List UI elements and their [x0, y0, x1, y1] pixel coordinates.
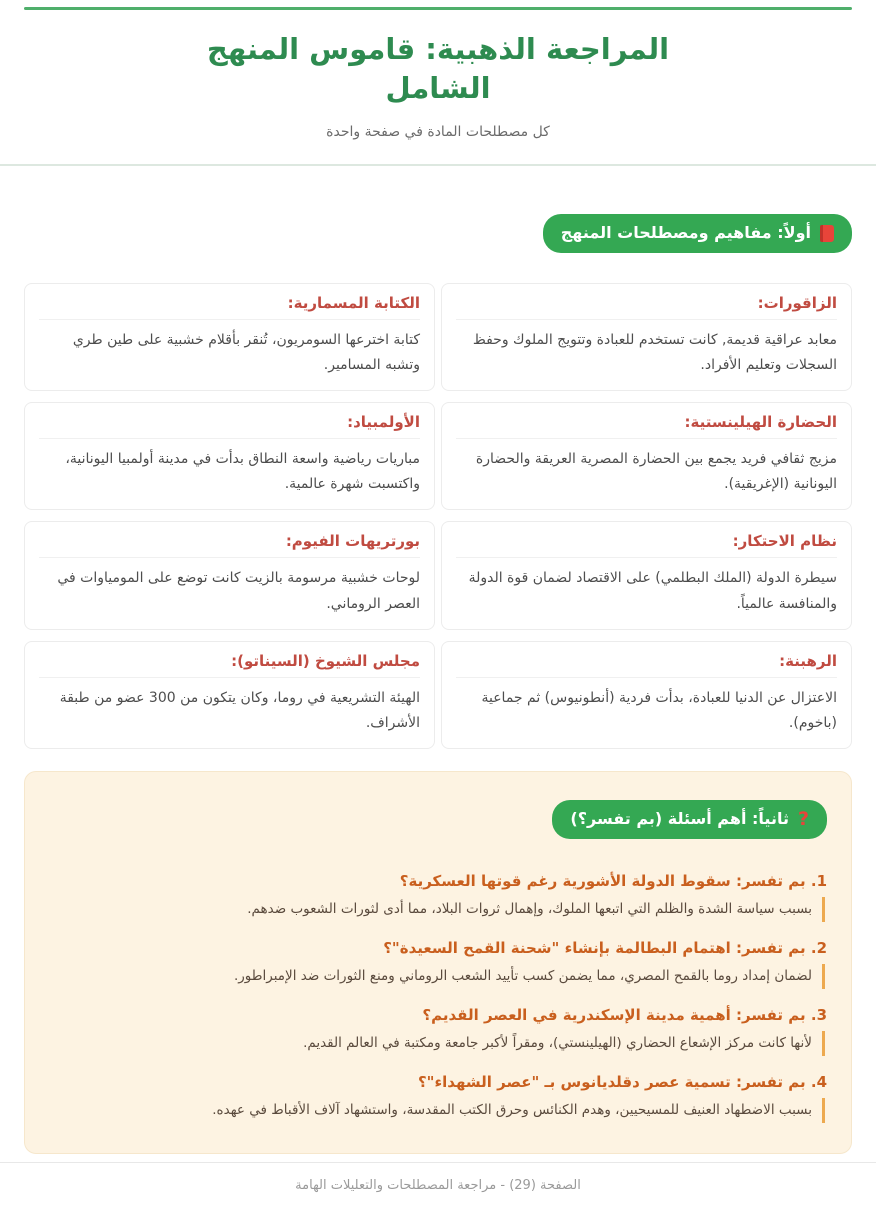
red-question-icon: ?	[797, 807, 809, 830]
term-card-body: معابد عراقية قديمة, كانت تستخدم للعبادة وتتويج الملوك وحفظ السجلات وتعليم الأفراد.	[472, 331, 837, 373]
term-card-title: الكتابة المسمارية:	[39, 294, 420, 320]
question-answer: بسبب الاضطهاد العنيف للمسيحيين، وهدم الكنائس وحرق الكتب المقدسة، واستشهاد آلاف الأقباط في عهده.	[49, 1098, 825, 1122]
term-card-title: الحضارة الهيلينستية:	[456, 413, 837, 439]
terms-badge-row	[24, 214, 852, 252]
term-card-title: مجلس الشيوخ (السيناتو):	[39, 652, 420, 678]
term-cards-grid	[24, 283, 852, 750]
terms-section	[0, 166, 876, 1153]
term-card	[24, 641, 435, 749]
question-answer: بسبب سياسة الشدة والظلم التي اتبعها الملوك، وإهمال ثروات البلاد، مما أدى لثورات الشعوب ضدهم.	[49, 897, 825, 921]
term-card-title: الزاقورات:	[456, 294, 837, 320]
term-card-body: الاعتزال عن الدنيا للعبادة، بدأت فردية (أنطونيوس) ثم جماعية (باخوم).	[481, 689, 837, 731]
section-terms-badge	[543, 214, 852, 252]
term-card-body: لوحات خشبية مرسومة بالزيت كانت توضع على المومياوات في العصر الروماني.	[57, 570, 420, 612]
question-title: 1. بم تفسر: سقوط الدولة الأشورية رغم قوتها العسكرية؟	[399, 871, 827, 890]
question-answer: لضمان إمداد روما بالقمح المصري، مما يضمن كسب تأييد الشعب الروماني ومنع الثورات ضد الإمبراطور.	[49, 964, 825, 988]
question-item	[49, 936, 827, 989]
term-card-title: الرهبنة:	[456, 652, 837, 678]
term-card	[441, 641, 852, 749]
question-item	[49, 869, 827, 922]
term-card-body: كتابة اخترعها السومريون، تُنقر بأقلام خشبية على طين طري وتشبه المسامير.	[72, 331, 420, 373]
term-card-title: نظام الاحتكار:	[456, 532, 837, 558]
term-card	[441, 521, 852, 629]
term-card	[24, 521, 435, 629]
questions-section	[24, 771, 852, 1154]
question-title: 4. بم تفسر: تسمية عصر دقلديانوس بـ "عصر الشهداء"؟	[417, 1072, 827, 1091]
section-questions-badge	[552, 800, 827, 838]
term-card	[441, 402, 852, 510]
red-book-icon	[820, 225, 834, 242]
term-card-body: الهيئة التشريعية في روما، وكان يتكون من 300 عضو من طبقة الأشراف.	[59, 689, 420, 731]
term-card	[24, 402, 435, 510]
page-footer	[0, 1162, 876, 1211]
term-card	[24, 283, 435, 391]
terms-badge-label: أولاً: مفاهيم ومصطلحات المنهج	[560, 223, 811, 243]
term-card-body: مزيج ثقافي فريد يجمع بين الحضارة المصرية العريقة والحضارة اليونانية (الإغريقية).	[475, 451, 837, 493]
question-answer: لأنها كانت مركز الإشعاع الحضاري (الهيلينستي)، ومقراً لأكبر جامعة ومكتبة في العالم القديم.	[49, 1031, 825, 1055]
term-card	[441, 283, 852, 391]
term-card-body: سيطرة الدولة (الملك البطلمي) على الاقتصاد لضمان قوة الدولة والمنافسة عالمياً.	[468, 570, 837, 612]
question-item	[49, 1003, 827, 1056]
page-subtitle: كل مصطلحات المادة في صفحة واحدة	[326, 124, 550, 141]
term-card-body: مباريات رياضية واسعة النطاق بدأت في مدينة أولمبيا اليونانية، واكتسبت شهرة عالمية.	[65, 451, 420, 493]
page-content	[0, 10, 876, 140]
questions-badge-label: ثانياً: أهم أسئلة (بم تفسر؟)	[570, 809, 789, 829]
term-card-title: بورتريهات الفيوم:	[39, 532, 420, 558]
page-title: المراجعة الذهبية: قاموس المنهج الشامل	[206, 32, 670, 106]
questions-badge-row	[33, 800, 827, 838]
question-title: 3. بم تفسر: أهمية مدينة الإسكندرية في العصر القديم؟	[422, 1005, 827, 1024]
term-card-title: الأولمبياد:	[39, 413, 420, 439]
question-title: 2. بم تفسر: اهتمام البطالمة بإنشاء "شحنة القمح السعيدة"؟	[383, 938, 827, 957]
question-item	[49, 1070, 827, 1123]
footer-text: الصفحة (29) - مراجعة المصطلحات والتعليلات الهامة	[295, 1177, 581, 1193]
